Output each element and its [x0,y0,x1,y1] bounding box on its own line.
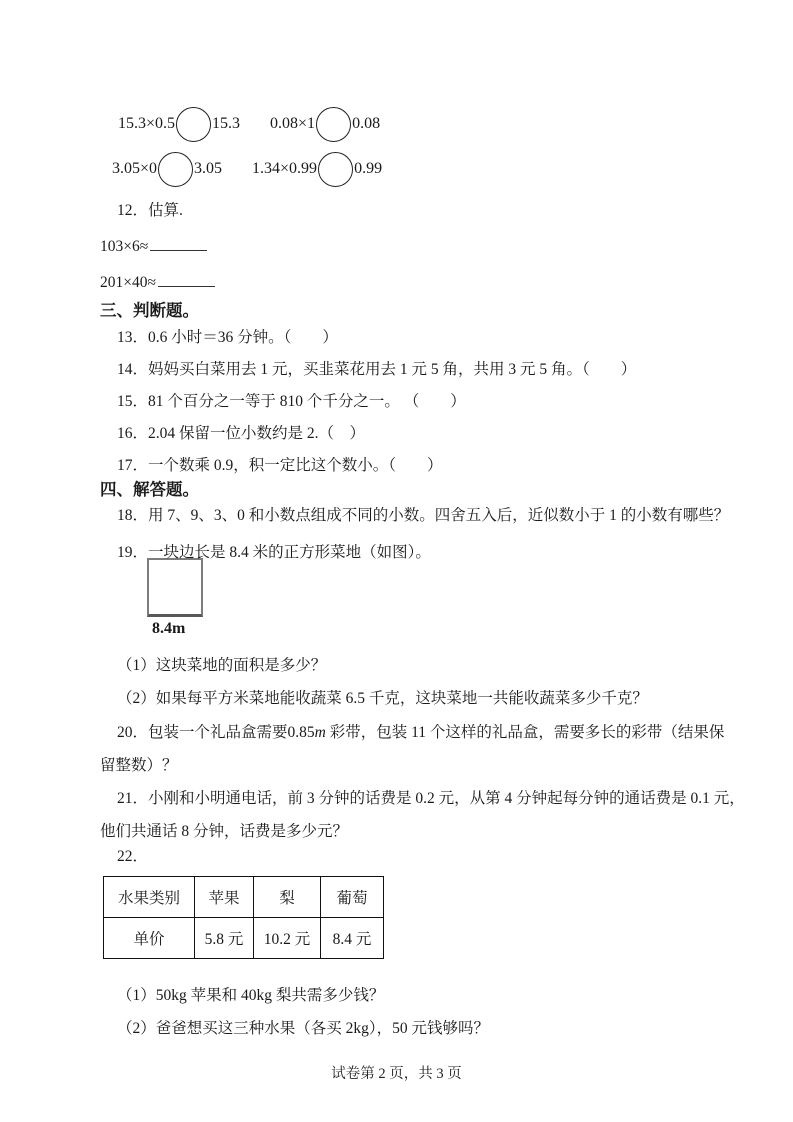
expression-right: 0.08 [352,115,381,132]
page-footer: 试卷第 2 页，共 3 页 [331,1066,462,1082]
blank-underline [158,283,215,287]
comparison-pair [112,152,222,187]
table-cell: 8.4 元 [321,918,384,959]
q22-label: 22． [117,848,149,865]
q19-sub2: （2）如果每平方米菜地能收蔬菜 6.5 千克，这块菜地一共能收蔬菜多少千克？ [117,690,648,707]
judge-item-16: 16．2.04 保留一位小数约是 2.（ ） [117,425,366,442]
expression-left: 3.05×0 [112,160,158,177]
answer-circle [318,152,353,187]
q12-title: 12．估算. [117,202,183,219]
q18-text: 18．用 7、9、3、0 和小数点组成不同的小数。四舍五入后，近似数小于 1 的小数有哪些？ [117,507,730,524]
estimate-line-1 [100,230,715,263]
expression-right: 0.99 [354,160,383,177]
table-cell: 5.8 元 [195,918,254,959]
blank-underline [150,247,207,251]
judge-item-13: 13．0.6 小时＝36 分钟。（ ） [117,329,338,346]
section-heading-solve: 四、解答题。 [100,481,199,499]
comparison-pair [252,152,382,187]
judge-item-17: 17．一个数乘 0.9，积一定比这个数小。（ ） [117,457,443,474]
section-heading-judge: 三、判断题。 [100,302,199,320]
side-length-label: 8.4m [152,620,186,637]
table-price-row [104,918,384,959]
page-content [100,0,745,1045]
q19-text: 19．一块边长是 8.4 米的正方形菜地（如图）。 [117,544,431,561]
answer-circle [316,107,351,142]
expression-right: 15.3 [212,115,241,132]
table-header-cell: 梨 [254,877,321,918]
q20-text-post: 彩带，包装 11 个这样的礼品盒，需要多长的彩带（结果保 [325,724,725,741]
q22-sub2: （2）爸爸想买这三种水果（各买 2kg），50 元钱够吗？ [117,1020,490,1037]
judge-item-15: 15．81 个百分之一等于 810 个千分之一。 （ ） [117,393,466,410]
table-cell: 单价 [104,918,195,959]
table-header-cell: 水果类别 [104,877,195,918]
q21-line2: 他们共通话 8 分钟，话费是多少元？ [100,823,349,840]
q22-sub1: （1）50kg 苹果和 40kg 梨共需多少钱？ [117,987,385,1004]
estimate-expression: 201×40≈ [100,274,156,291]
q20-text-pre: 20．包装一个礼品盒需要0.85 [117,724,315,741]
judge-item-14: 14．妈妈买白菜用去 1 元，买韭菜花用去 1 元 5 角，共用 3 元 5 角。（ ） [117,361,637,378]
expression-left: 0.08×1 [270,115,316,132]
fruit-price-table [103,876,384,959]
answer-circle [158,152,193,187]
answer-circle [176,107,211,142]
judge-list [100,322,715,482]
table-header-cell: 葡萄 [321,877,384,918]
table-header-cell: 苹果 [195,877,254,918]
expression-right: 3.05 [194,160,223,177]
table-header-row [104,877,384,918]
q20-line1 [100,716,725,749]
comparison-pair [270,107,380,142]
variable-m: m [314,724,326,741]
expression-left: 1.34×0.99 [252,160,318,177]
comparison-row-1 [118,104,715,144]
q19-sub1: （1）这块菜地的面积是多少？ [117,657,327,674]
estimate-expression: 103×6≈ [100,238,149,255]
q21-line1: 21．小刚和小明通电话，前 3 分钟的话费是 0.2 元，从第 4 分钟起每分钟的通话费是 0.1 元， [117,790,745,807]
q20-line2: 留整数）？ [100,757,178,774]
expression-left: 15.3×0.5 [118,115,176,132]
comparison-pair [118,107,240,142]
comparison-row-2 [112,149,715,189]
table-cell: 10.2 元 [254,918,321,959]
